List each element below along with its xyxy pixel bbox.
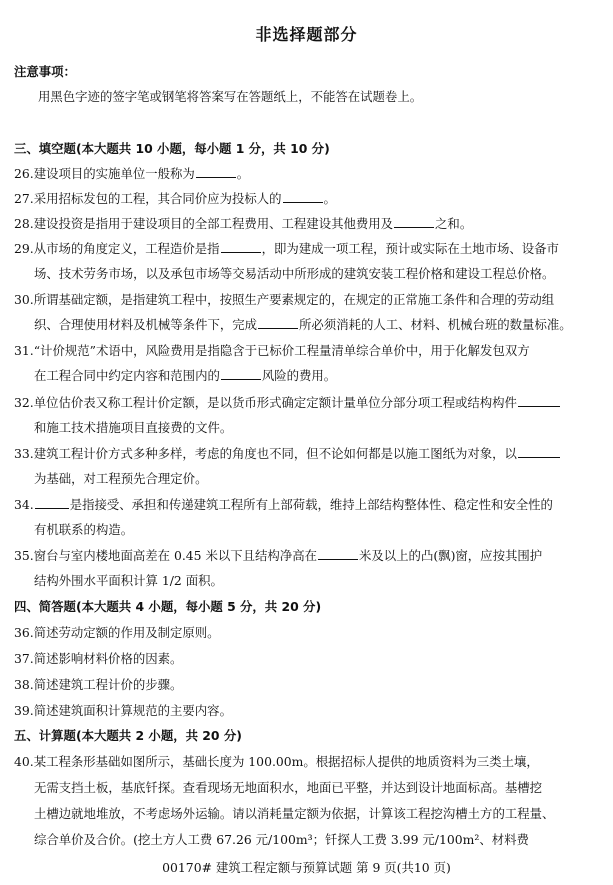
question-text: 窗台与室内楼地面高差在 0.45 米以下且结构净高在 — [33, 548, 317, 563]
question-number: 30. — [14, 292, 34, 307]
question-40-cont: 无需支挡土板，基底钎探。查看现场无地面积水，地面已平整，并达到设计地面标高。基槽挖 — [34, 780, 543, 795]
question-37 — [14, 651, 602, 667]
question-29 — [14, 241, 602, 257]
question-text: 简述建筑工程计价的步骤。 — [33, 677, 183, 692]
question-number: 26. — [14, 166, 34, 181]
answer-blank — [221, 241, 261, 253]
question-34 — [14, 497, 602, 513]
question-38 — [14, 677, 602, 693]
question-30-cont — [34, 317, 602, 333]
question-text: 是指接受、承担和传递建筑工程所有上部荷载，维持上部结构整体性、稳定性和安全性的 — [69, 497, 553, 512]
question-number: 28. — [14, 216, 34, 231]
question-text: 采用招标发包的工程，其合同价应为投标人的 — [33, 191, 282, 206]
answer-blank — [394, 216, 434, 228]
question-text: 简述影响材料价格的因素。 — [33, 651, 183, 666]
question-number: 27. — [14, 191, 34, 206]
question-35-cont: 结构外围水平面积计算 1/2 面积。 — [34, 573, 223, 588]
question-30 — [14, 292, 602, 308]
question-text: 。 — [236, 166, 250, 181]
question-number: 31. — [14, 343, 34, 358]
question-text: 从市场的角度定义，工程造价是指 — [33, 241, 220, 256]
answer-blank — [518, 446, 560, 458]
notice-body: 用黑色字迹的签字笔或钢笔将答案写在答题纸上，不能答在试题卷上。 — [38, 89, 423, 104]
answer-blank — [258, 317, 298, 329]
question-39 — [14, 703, 602, 719]
answer-blank — [518, 395, 560, 407]
notice-heading: 注意事项： — [14, 64, 76, 79]
question-number: 39. — [14, 703, 34, 718]
question-31 — [14, 343, 602, 359]
question-text: 风险的费用。 — [261, 368, 337, 383]
answer-blank — [221, 368, 261, 380]
question-36 — [14, 625, 602, 641]
question-number: 33. — [14, 446, 34, 461]
question-text: 所谓基础定额，是指建筑工程中，按照生产要素规定的，在规定的正常施工条件和合理的劳动组 — [33, 292, 555, 307]
question-31-cont — [34, 368, 602, 384]
question-35 — [14, 548, 602, 564]
question-33-cont: 为基础，对工程预先合理定价。 — [34, 471, 208, 486]
question-text: 米及以上的凸(飘)窗，应按其围护 — [359, 548, 543, 563]
question-32-cont: 和施工技术措施项目直接费的文件。 — [34, 420, 233, 435]
section-3-heading: 三、填空题(本大题共 10 小题，每小题 1 分，共 10 分) — [14, 141, 330, 156]
question-40 — [14, 754, 602, 770]
question-text: 在工程合同中约定内容和范围内的 — [34, 368, 220, 383]
question-34-cont: 有机联系的构造。 — [34, 522, 134, 537]
question-number: 36. — [14, 625, 34, 640]
question-number: 40. — [14, 754, 34, 769]
question-29-cont: 场、技术劳务市场，以及承包市场等交易活动中所形成的建筑安装工程价格和建设工程总价格。 — [34, 266, 555, 281]
question-32 — [14, 395, 602, 411]
question-28 — [14, 216, 602, 232]
question-text: 简述建筑面积计算规范的主要内容。 — [33, 703, 232, 718]
question-number: 29. — [14, 241, 34, 256]
question-text: 建设项目的实施单位一般称为 — [33, 166, 195, 181]
section-4-heading: 四、简答题(本大题共 4 小题，每小题 5 分，共 20 分) — [14, 599, 322, 614]
question-33 — [14, 446, 602, 462]
question-number: 35. — [14, 548, 34, 563]
section-5-heading: 五、计算题(本大题共 2 小题，共 20 分) — [14, 728, 242, 743]
question-number: 38. — [14, 677, 34, 692]
page-title: 非选择题部分 — [255, 25, 358, 44]
question-number: 37. — [14, 651, 34, 666]
question-text: ，即为建成一项工程，预计或实际在土地市场、设备市 — [261, 241, 559, 256]
question-text: 简述劳动定额的作用及制定原则。 — [33, 625, 220, 640]
question-27 — [14, 191, 602, 207]
question-text: 建筑工程计价方式多种多样，考虑的角度也不同，但不论如何都是以施工图纸为对象，以 — [33, 446, 517, 461]
question-text: 建设投资是指用于建设项目的全部工程费用、工程建设其他费用及 — [33, 216, 394, 231]
question-text: 。 — [323, 191, 336, 206]
question-text: 所必须消耗的人工、材料、机械台班的数量标准。 — [299, 317, 572, 332]
answer-blank — [283, 191, 323, 203]
question-text: 某工程条形基础如图所示，基础长度为 100.00m。根据招标人提供的地质资料为三类土壤， — [33, 754, 539, 769]
question-number: 32. — [14, 395, 34, 410]
question-text: 单位估价表又称工程计价定额，是以货币形式确定定额计量单位分部分项工程或结构构件 — [33, 395, 517, 410]
question-text: 织、合理使用材料及机械等条件下，完成 — [34, 317, 258, 332]
answer-blank — [35, 497, 69, 509]
answer-blank — [196, 166, 236, 178]
page-footer: 00170# 建筑工程定额与预算试题 第 9 页(共10 页) — [162, 860, 451, 875]
question-26 — [14, 166, 602, 182]
question-number: 34. — [14, 497, 34, 512]
question-40-cont: 综合单价及合价。(挖土方人工费 67.26 元/100m³；钎探人工费 3.99 元/100m²、材料费 — [34, 832, 529, 847]
question-text: “计价规范”术语中，风险费用是指隐含于已标价工程量清单综合单价中，用于化解发包双方 — [33, 343, 530, 358]
question-40-cont: 土槽边就地堆放，不考虑场外运输。请以消耗量定额为依据，计算该工程挖沟槽土方的工程量、 — [34, 806, 555, 821]
question-text: 之和。 — [435, 216, 473, 231]
answer-blank — [318, 548, 358, 560]
